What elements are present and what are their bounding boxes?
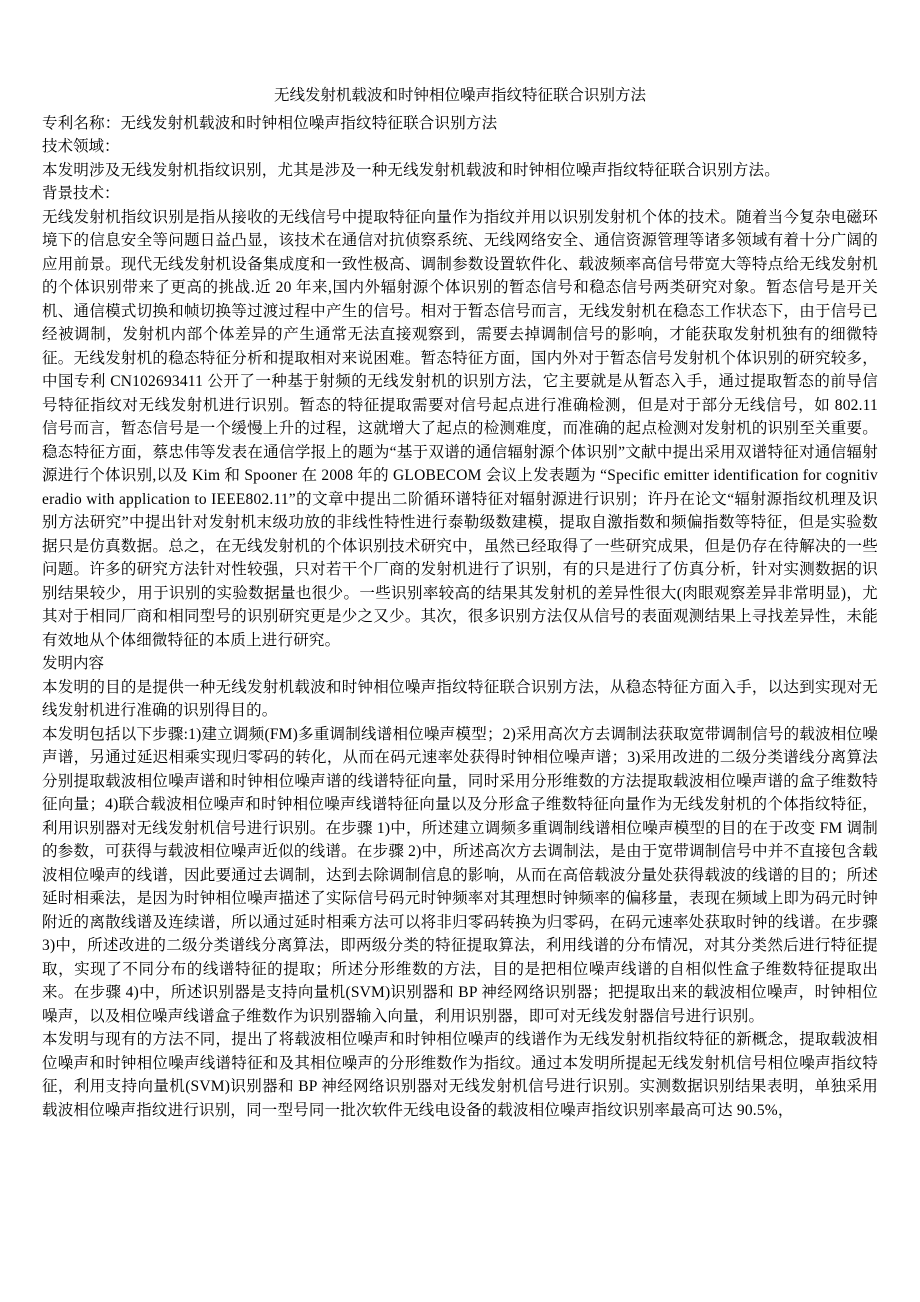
page-title: 无线发射机载波和时钟相位噪声指纹特征联合识别方法 (273, 87, 646, 104)
paragraph-invention-purpose: 本发明的目的是提供一种无线发射机载波和时钟相位噪声指纹特征联合识别方法，从稳态特征方面入手，以达到实现对无线发射机进行准确的识别得目的。 (42, 678, 878, 719)
paragraph-technical-field: 本发明涉及无线发射机指纹识别，尤其是涉及一种无线发射机载波和时钟相位噪声指纹特征联合识别方法。 (42, 161, 780, 179)
section-heading-technical-field: 技术领域： (42, 138, 120, 155)
paragraph-invention-steps: 本发明包括以下步骤:1)建立调频(FM)多重调制线谱相位噪声模型；2)采用高次方去调制法获取宽带调制信号的载波相位噪声谱，另通过延迟相乘实现归零码的转化，从而在码元速率处获得时钟相位噪声谱；3)采用改进的二级分类谱线分离算法分别提取载波相位噪声谱和时钟相位噪声谱的线谱特征向量，同时采用分形维数的方法提取载波相位噪声谱的盒子维数特征向量；4)联合载波相位噪声和时钟相位噪声线谱特征向量以及分形盒子维数特征向量作为无线发射机的个体指纹特征，利用识别器对无线发射机信号进行识别。在步骤 1)中，所述建立调频多重调制线谱相位噪声模型的目的在于改变 FM 调制的参数，可获得与载波相位噪声近似的线谱。在步骤 2)中，所述高次方去调制法，是由于宽带调制信号中并不直接包含载波相位噪声的线谱，因此要通过去调制，达到去除调制信息的影响，从而在高倍载波分量处获得载波的线谱的目的；所述延时相乘法，是因为时钟相位噪声描述了实际信号码元时钟频率对其理想时钟频率的偏移量，表现在频域上即为码元时钟附近的离散线谱及连续谱，所以通过延时相乘方法可以将非归零码转换为归零码，在码元速率处获取时钟的线谱。在步骤 3)中，所述改进的二级分类谱线分离算法，即两级分类的特征提取算法，利用线谱的分布情况，对其分类然后进行特征提取，实现了不同分布的线谱特征的提取；所述分形维数的方法，目的是把相位噪声线谱的自相似性盒子维数特征提取出来。在步骤 4)中，所述识别器是支持向量机(SVM)识别器和 BP 神经网络识别器；把提取出来的载波相位噪声，时钟相位噪声，以及相位噪声线谱盒子维数作为识别器输入向量，利用识别器，即可对无线发射器信号进行识别。 (42, 725, 878, 1025)
section-heading-background: 背景技术： (42, 185, 120, 202)
paragraph-invention-results: 本发明与现有的方法不同，提出了将载波相位噪声和时钟相位噪声的线谱作为无线发射机指纹特征的新概念，提取载波相位噪声和时钟相位噪声线谱特征和及其相位噪声的分形维数作为指纹。通过本发明所提起无线发射机信号相位噪声指纹特征，利用支持向量机(SVM)识别器和 BP 神经网络识别器对无线发射机信号进行识别。实测数据识别结果表明，单独采用载波相位噪声指纹进行识别，同一型号同一批次软件无线电设备的载波相位噪声指纹识别率最高可达 90.5%， (42, 1031, 878, 1119)
paragraph-background: 无线发射机指纹识别是指从接收的无线信号中提取特征向量作为指纹并用以识别发射机个体的技术。随着当今复杂电磁环境下的信息安全等问题日益凸显，该技术在通信对抗侦察系统、无线网络安全、通信资源管理等诸多领域有着十分广阔的应用前景。现代无线发射机设备集成度和一致性极高、调制参数设置软件化、载波频率高信号带宽大等特点给无线发射机的个体识别带来了更高的挑战.近 20 年来,国内外辐射源个体识别的暂态信号和稳态信号两类研究对象。暂态信号是开关机、通信模式切换和帧切换等过渡过程中产生的信号。相对于暂态信号而言，无线发射机在稳态工作状态下，由于信号已经被调制，发射机内部个体差异的产生通常无法直接观察到，需要去掉调制信号的影响，才能获取发射机独有的细微特征。无线发射机的稳态特征分析和提取相对来说困难。暂态特征方面，国内外对于暂态信号发射机个体识别的研究较多，中国专利 CN102693411 公开了一种基于射频的无线发射机的识别方法，它主要就是从暂态入手，通过提取暂态的前导信号特征指纹对无线发射机进行识别。暂态的特征提取需要对信号起点进行准确检测，但是对于部分无线信号，如 802.11 信号而言，暂态信号是一个缓慢上升的过程，这就增大了起点的检测难度，而准确的起点检测对发射机的识别至关重要。稳态特征方面，蔡忠伟等发表在通信学报上的题为“基于双谱的通信辐射源个体识别”文献中提出采用双谱特征对通信辐射源进行个体识别,以及 Kim 和 Spooner 在 2008 年的 GLOBECOM 会议上发表题为 “Specific emitter identification for cognitiveradio with application to IEEE802.11”的文章中提出二阶循环谱特征对辐射源进行识别；许丹在论文“辐射源指纹机理及识别方法研究”中提出针对发射机末级功放的非线性特性进行泰勒级数建模，提取自激指数和频偏指数等特征，但是实验数据只是仿真数据。总之，在无线发射机的个体识别技术研究中，虽然已经取得了一些研究成果，但是仍存在待解决的一些问题。许多的研究方法针对性较强，只对若干个厂商的发射机进行了识别，有的只是进行了仿真分析，针对实测数据的识别结果较少，用于识别的实验数据量也很少。一些识别率较高的结果其发射机的差异性很大(肉眼观察差异非常明显)，尤其对于相同厂商和相同型号的识别研究更是少之又少。其次，很多识别方法仅从信号的表面观测结果上寻找差异性，未能有效地从个体细微特征的本质上进行研究。 (42, 208, 878, 649)
section-heading-invention-content: 发明内容 (42, 655, 105, 672)
patent-name-line: 专利名称：无线发射机载波和时钟相位噪声指纹特征联合识别方法 (42, 114, 498, 132)
